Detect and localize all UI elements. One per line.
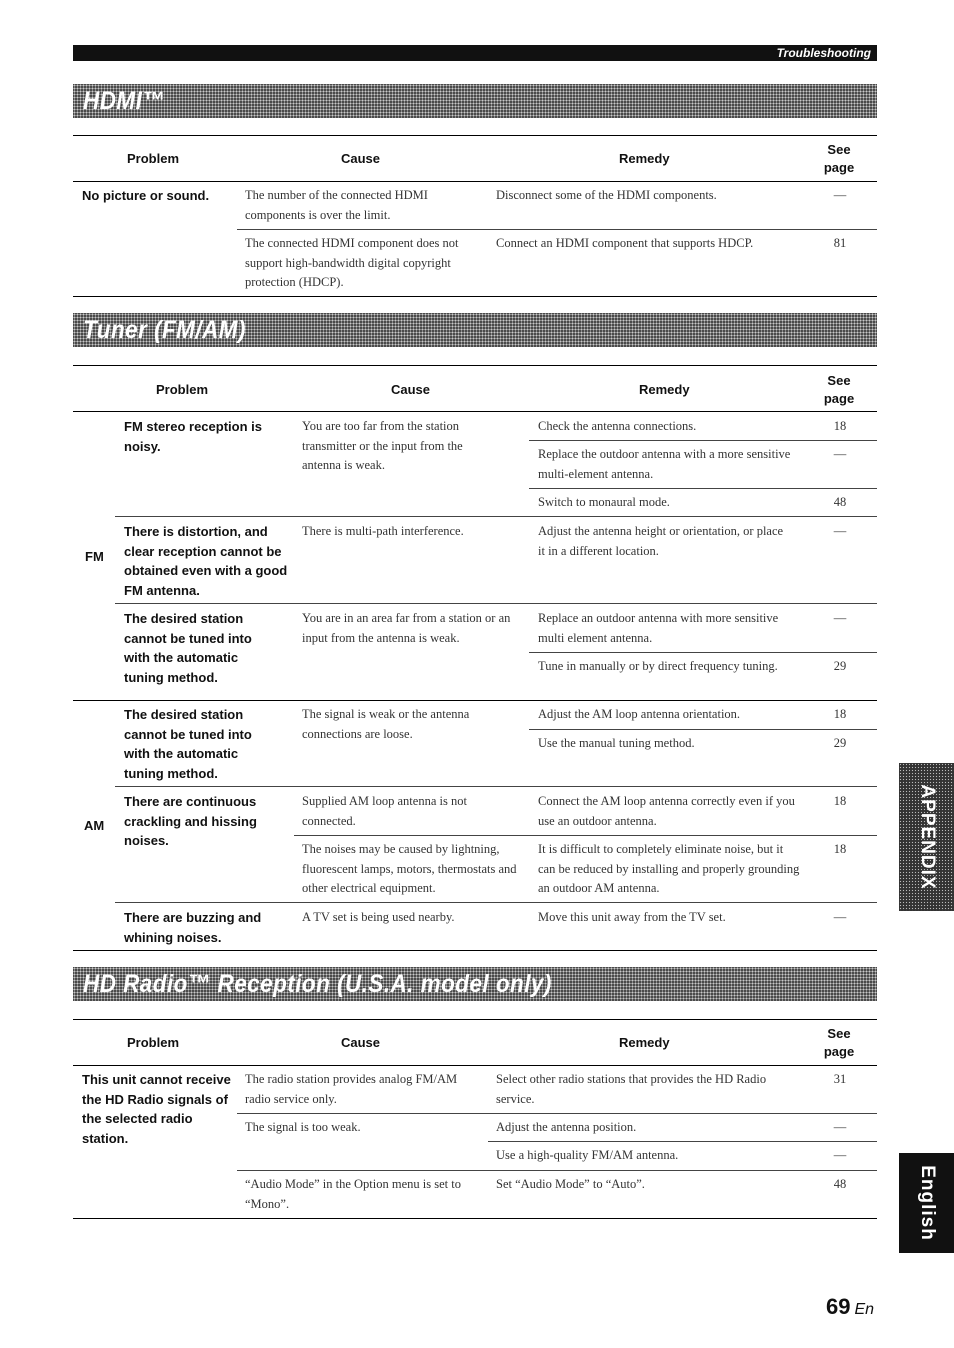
section-title-hdmi xyxy=(73,84,877,118)
col-header-see-page: See page xyxy=(823,373,855,406)
cause-text: A TV set is being used nearby. xyxy=(302,910,455,924)
page-ref: — xyxy=(833,1148,847,1162)
row-rule xyxy=(115,786,877,787)
side-tab-label: APPENDIX xyxy=(916,784,938,890)
problem-text: The desired station cannot be tuned into with the automatic tuning method. xyxy=(124,611,252,685)
remedy-text: Use a high-quality FM/AM antenna. xyxy=(496,1148,679,1162)
row-rule xyxy=(237,1113,877,1114)
side-tab-english[interactable] xyxy=(899,1153,954,1253)
page-ref: 48 xyxy=(833,495,847,509)
cause-text: The noises may be caused by lightning, fluorescent lamps, motors, thermostats and other electrical equipment. xyxy=(302,842,517,895)
running-header-label: Troubleshooting xyxy=(776,46,871,60)
col-header-cause: Cause xyxy=(341,151,381,166)
table-bottom-rule xyxy=(73,1218,877,1219)
page-ref: — xyxy=(833,910,847,924)
page-lang: En xyxy=(854,1301,875,1318)
remedy-text: It is difficult to completely eliminate noise, but it can be reduced by installing and properly grounding an outdoor AM antenna. xyxy=(538,842,800,895)
problem-text: There is distortion, and clear reception cannot be obtained even with a good FM antenna. xyxy=(124,524,288,598)
row-rule xyxy=(529,729,877,730)
remedy-text: Adjust the antenna position. xyxy=(496,1120,637,1134)
section-title-tuner xyxy=(73,313,877,347)
remedy-text: Move this unit away from the TV set. xyxy=(538,910,726,924)
remedy-text: Replace an outdoor antenna with more sensitive multi element antenna. xyxy=(538,611,779,645)
remedy-text: Tune in manually or by direct frequency tuning. xyxy=(538,659,778,673)
row-rule xyxy=(115,902,877,903)
page-ref: — xyxy=(833,1120,847,1134)
row-rule xyxy=(237,229,877,230)
remedy-text: Adjust the antenna height or orientation, or place it in a different location. xyxy=(538,524,784,558)
row-rule xyxy=(488,1141,877,1142)
section-title-hd-radio xyxy=(73,967,877,1001)
remedy-text: Check the antenna connections. xyxy=(538,419,697,433)
cause-text: You are in an area far from a station or an input from the antenna is weak. xyxy=(302,611,511,645)
problem-text: This unit cannot receive the HD Radio signals of the selected radio station. xyxy=(82,1072,231,1146)
page-ref: 18 xyxy=(833,707,847,721)
remedy-text: Connect the AM loop antenna correctly even if you use an outdoor antenna. xyxy=(538,794,795,828)
page-ref: — xyxy=(833,524,847,538)
table-top-rule xyxy=(73,365,877,366)
page-ref: 81 xyxy=(833,236,847,250)
cause-text: You are too far from the station transmitter or the input from the antenna is weak. xyxy=(302,419,463,472)
remedy-text: Set “Audio Mode” to “Auto”. xyxy=(496,1177,645,1191)
page-ref: 18 xyxy=(833,842,847,856)
col-header-see-page: See page xyxy=(823,1026,855,1059)
cause-text: Supplied AM loop antenna is not connected. xyxy=(302,794,467,828)
page-ref: 29 xyxy=(833,736,847,750)
page-ref: 29 xyxy=(833,659,847,673)
section-title-text: HDMI™ xyxy=(83,87,166,115)
row-rule xyxy=(115,603,877,604)
cause-text: The signal is too weak. xyxy=(245,1120,361,1134)
table-bottom-rule xyxy=(73,950,877,951)
problem-text: FM stereo reception is noisy. xyxy=(124,419,262,454)
col-header-cause: Cause xyxy=(391,382,431,397)
page-number-value: 69 xyxy=(826,1294,851,1319)
header-rule xyxy=(73,411,877,412)
remedy-text: Use the manual tuning method. xyxy=(538,736,695,750)
table-bottom-rule xyxy=(73,296,877,297)
remedy-text: Select other radio stations that provides the HD Radio service. xyxy=(496,1072,767,1106)
page-ref: — xyxy=(833,447,847,461)
section-title-text: Tuner (FM/AM) xyxy=(83,316,246,344)
col-header-remedy: Remedy xyxy=(619,1035,670,1050)
cause-text: The number of the connected HDMI components is over the limit. xyxy=(245,188,428,222)
row-rule xyxy=(529,440,877,441)
section-title-text: HD Radio™ Reception (U.S.A. model only) xyxy=(83,970,552,998)
running-header-bar xyxy=(73,45,877,61)
page-number xyxy=(826,1294,874,1320)
page-ref: 18 xyxy=(833,419,847,433)
side-tab-label: English xyxy=(916,1165,938,1241)
page-ref: 18 xyxy=(833,794,847,808)
table-top-rule xyxy=(73,1019,877,1020)
col-header-problem: Problem xyxy=(127,1035,180,1050)
header-rule xyxy=(73,1065,877,1066)
col-header-problem: Problem xyxy=(127,151,180,166)
col-header-see-page: See page xyxy=(823,142,855,175)
header-rule xyxy=(73,181,877,182)
row-rule xyxy=(294,835,877,836)
side-tab-appendix[interactable] xyxy=(899,763,954,911)
row-rule xyxy=(237,1170,877,1171)
row-rule xyxy=(115,516,877,517)
remedy-text: Connect an HDMI component that supports HDCP. xyxy=(496,236,754,250)
cause-text: The connected HDMI component does not support high-bandwidth digital copyright protection (HDCP). xyxy=(245,236,459,289)
remedy-text: Switch to monaural mode. xyxy=(538,495,670,509)
band-label-fm: FM xyxy=(85,549,104,564)
remedy-text: Adjust the AM loop antenna orientation. xyxy=(538,707,741,721)
band-label-am: AM xyxy=(84,818,105,833)
problem-text: The desired station cannot be tuned into with the automatic tuning method. xyxy=(124,707,252,781)
page-ref: 31 xyxy=(833,1072,847,1086)
col-header-problem: Problem xyxy=(156,382,209,397)
problem-text: There are continuous crackling and hissing noises. xyxy=(124,794,257,848)
table-top-rule xyxy=(73,135,877,136)
cause-text: The radio station provides analog FM/AM radio service only. xyxy=(245,1072,458,1106)
problem-text: No picture or sound. xyxy=(82,188,210,203)
col-header-remedy: Remedy xyxy=(639,382,690,397)
problem-text: There are buzzing and whining noises. xyxy=(124,910,262,945)
page-ref: — xyxy=(833,188,847,202)
cause-text: The signal is weak or the antenna connections are loose. xyxy=(302,707,470,741)
row-rule xyxy=(529,488,877,489)
remedy-text: Replace the outdoor antenna with a more sensitive multi-element antenna. xyxy=(538,447,791,481)
remedy-text: Disconnect some of the HDMI components. xyxy=(496,188,717,202)
band-rule xyxy=(73,700,877,701)
cause-text: “Audio Mode” in the Option menu is set to “Mono”. xyxy=(245,1177,461,1211)
page-ref: 48 xyxy=(833,1177,847,1191)
col-header-cause: Cause xyxy=(341,1035,381,1050)
col-header-remedy: Remedy xyxy=(619,151,670,166)
page-ref: — xyxy=(833,611,847,625)
cause-text: There is multi-path interference. xyxy=(302,524,464,538)
row-rule xyxy=(529,652,877,653)
